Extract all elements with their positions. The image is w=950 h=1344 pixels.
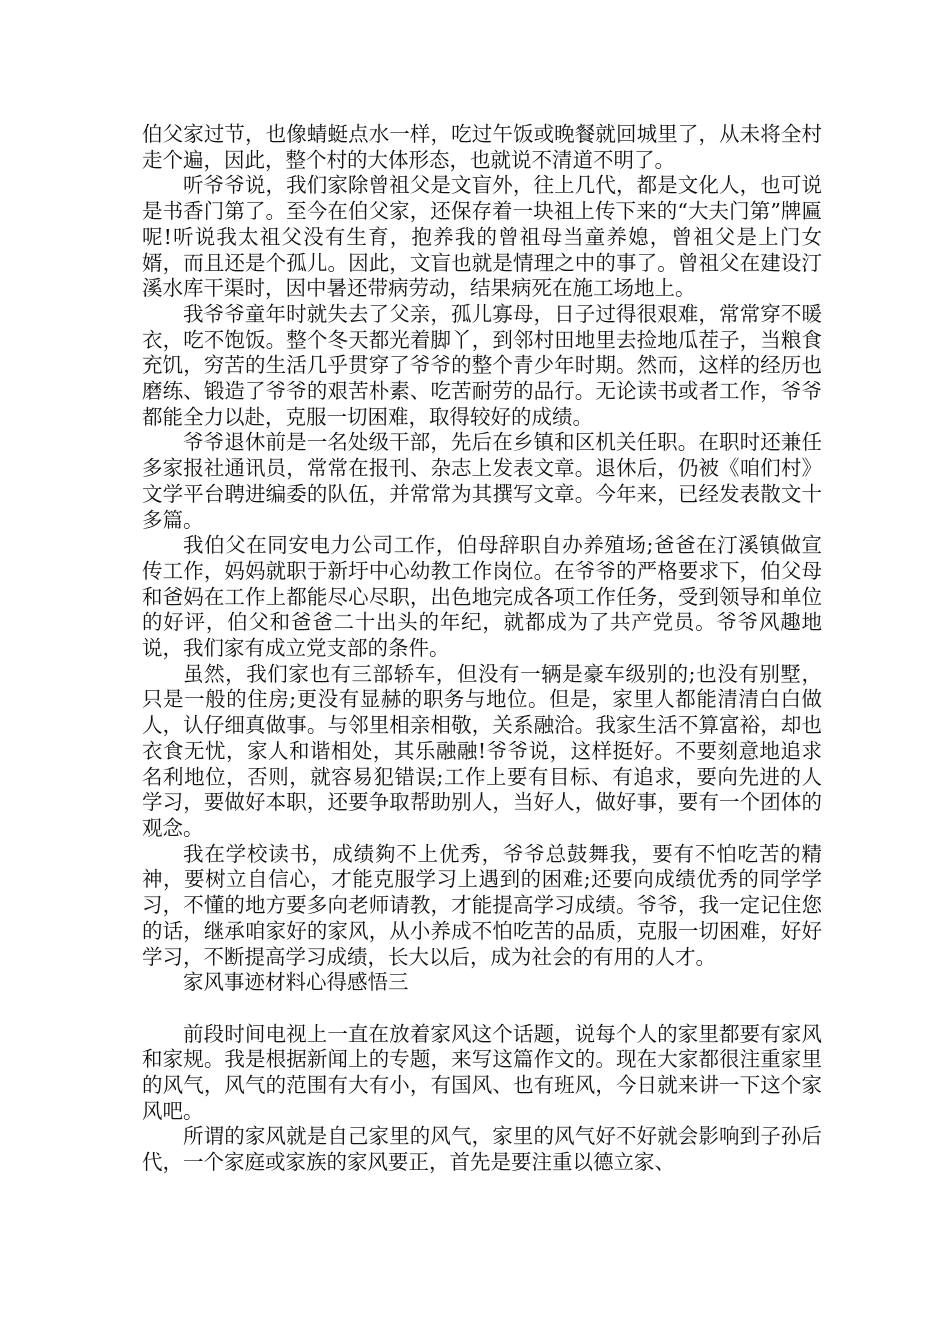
paragraph: 我伯父在同安电力公司工作，伯母辞职自办养殖场;爸爸在汀溪镇做宣传工作，妈妈就职于新圩中心幼教工作岗位。在爷爷的严格要求下，伯父母和爸妈在工作上都能尽心尽职，出色地完成各项工作任务，受到领导和单位的好评，伯父和爸爸二十出头的年纪，就都成为了共产党员。爷爷风趣地说，我们家有成立党支部的条件。 bbox=[142, 533, 822, 661]
document-page bbox=[142, 122, 822, 1176]
paragraph: 伯父家过节，也像蜻蜓点水一样，吃过午饭或晚餐就回城里了，从未将全村走个遍，因此，整个村的大体形态，也就说不清道不明了。 bbox=[142, 122, 822, 172]
paragraph: 听爷爷说，我们家除曾祖父是文盲外，往上几代，都是文化人，也可说是书香门第了。至今在伯父家，还保存着一块祖上传下来的“大夫门第”牌匾呢!听说我太祖父没有生育，抱养我的曾祖母当童养媳，曾祖父是上门女婿，而且还是个孤儿。因此，文盲也就是情理之中的事了。曾祖父在建设汀溪水库干渠时，因中暑还带病劳动，结果病死在施工场地上。 bbox=[142, 173, 822, 301]
paragraph: 我在学校读书，成绩夠不上优秀，爷爷总鼓舞我，要有不怕吃苦的精神，要树立自信心，才能克服学习上遇到的困难;还要向成绩优秀的同学学习，不懂的地方要多向老师请教，才能提高学习成绩。爷爷，我一定记住您的话，继承咱家好的家风，从小养成不怕吃苦的品质，克服一切困难，好好学习，不断提高学习成绩，长大以后，成为社会的有用的人才。 bbox=[142, 841, 822, 969]
paragraph: 爷爷退休前是一名处级干部，先后在乡镇和区机关任职。在职时还兼任多家报社通讯员，常常在报刊、杂志上发表文章。退休后，仍被《咱们村》文学平台聘进编委的队伍，并常常为其撰写文章。今年来，已经发表散文十多篇。 bbox=[142, 430, 822, 532]
section-heading: 家风事迹材料心得感悟三 bbox=[183, 970, 409, 995]
paragraph: 前段时间电视上一直在放着家风这个话题，说每个人的家里都要有家风和家规。我是根据新闻上的专题，来写这篇作文的。现在大家都很注重家里的风气，风气的范围有大有小，有国风、也有班风，今日就来讲一下这个家风吧。 bbox=[142, 1021, 822, 1123]
paragraph: 我爷爷童年时就失去了父亲，孤儿寡母，日子过得很艰难，常常穿不暖衣，吃不饱饭。整个冬天都光着脚丫，到邻村田地里去捡地瓜茬子，当粮食充饥，穷苦的生活几乎贯穿了爷爷的整个青少年时期。然而，这样的经历也磨练、锻造了爷爷的艰苦朴素、吃苦耐劳的品行。无论读书或者工作，爷爷都能全力以赴，克服一切困难，取得较好的成绩。 bbox=[142, 301, 822, 429]
paragraph: 所谓的家风就是自己家里的风气，家里的风气好不好就会影响到子孙后代，一个家庭或家族的家风要正，首先是要注重以德立家、 bbox=[142, 1124, 822, 1175]
paragraph: 虽然，我们家也有三部轿车，但没有一辆是豪车级别的;也没有别墅，只是一般的住房;更没有显赫的职务与地位。但是，家里人都能清清白白做人，认仔细真做事。与邻里相亲相敬，关系融洽。我家生活不算富裕，却也衣食无忧，家人和谐相处，其乐融融!爷爷说，这样挺好。不要刻意地追求名利地位，否则，就容易犯错误;工作上要有目标、有追求，要向先进的人学习，要做好本职，还要争取帮助别人，当好人，做好事，要有一个团体的观念。 bbox=[142, 661, 822, 840]
